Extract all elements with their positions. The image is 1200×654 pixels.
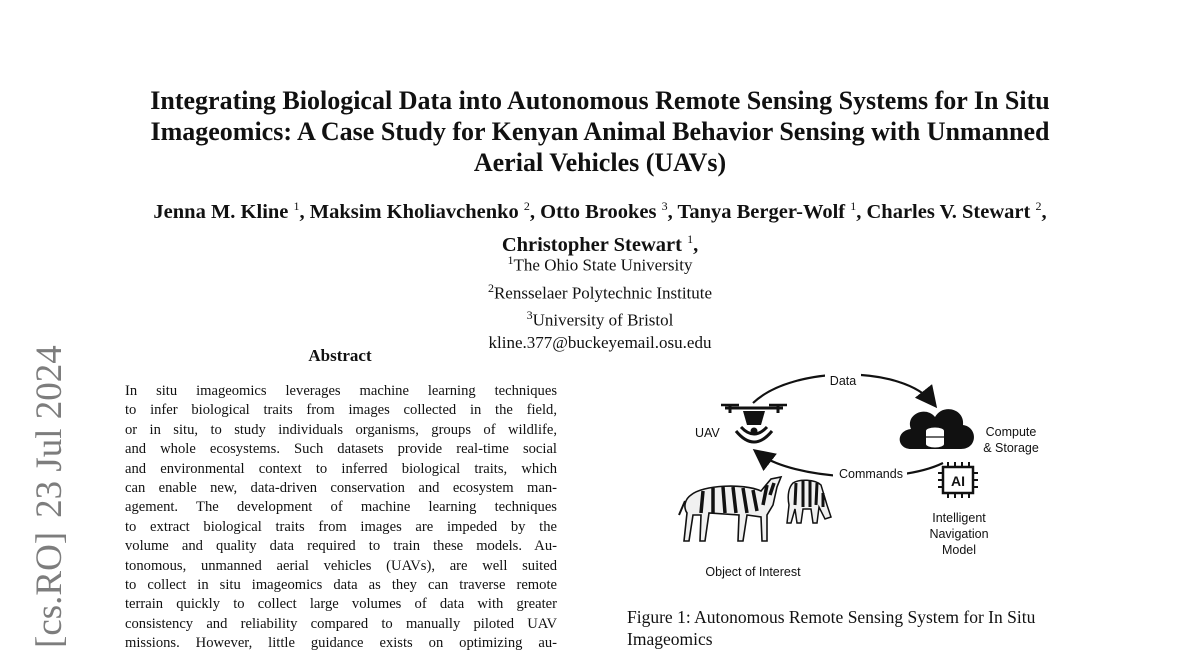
storage-label: & Storage [983, 441, 1039, 455]
title-line: Integrating Biological Data into Autonomous Remote Sensing Systems for In Situ [150, 86, 1050, 115]
compute-label: Compute [985, 425, 1037, 439]
title-line: Imageomics: A Case Study for Kenyan Animal Behavior Sensing with Unmanned [150, 117, 1050, 146]
author-name: Jenna M. Kline [153, 200, 289, 223]
affiliation-name: University of Bristol [532, 310, 674, 330]
title-line: Aerial Vehicles (UAVs) [473, 148, 727, 177]
abstract-line: to infer biological traits from images collected in the field, [125, 402, 557, 419]
abstract-line: In situ imageomics leverages machine learning techniques [125, 383, 557, 399]
abstract-line: terrain quickly to collect large volumes of data with greater [125, 596, 557, 613]
author-affiliation-mark: 1 [293, 199, 300, 213]
author-affiliation-mark: 2 [523, 199, 530, 213]
abstract-line: volume and quality data required to train these models. Au- [125, 538, 557, 555]
affiliation-number: 1 [507, 253, 514, 267]
arxiv-date: 23 Jul 2024 [29, 345, 70, 518]
author-name: Christopher Stewart [501, 233, 682, 256]
abstract-line: or in situ, to study individuals organisms, groups of wildlife, [125, 421, 557, 438]
model-label-1: Intelligent [932, 511, 986, 525]
caption-line: Imageomics [627, 629, 713, 649]
abstract-line: agement. The development of machine learning techniques [125, 499, 557, 516]
affiliation-line [300, 304, 900, 332]
affiliation-line [300, 277, 900, 305]
object-of-interest-label: Object of Interest [705, 565, 801, 579]
abstract-line: consistency and reliability compared to manually piloted UAV [125, 615, 557, 632]
author-affiliation-mark: 1 [850, 199, 857, 213]
author-list: Jenna M. Kline $^1$, Maksim Kholiavchenko $^2$, Otto Brookes $^3$, Tanya Berger-Wolf $^1$, Charles V. Stewart $^2$, Christopher Stewart $^1$, [153, 199, 1047, 256]
author-name: Charles V. Stewart [866, 200, 1031, 223]
ai-chip-icon [938, 462, 978, 498]
uav-label: UAV [695, 426, 720, 440]
zebra-icon [679, 477, 781, 541]
arxiv-stamp [28, 318, 72, 648]
figure-caption [627, 606, 1102, 650]
author-email[interactable]: kline.377@buckeyemail.osu.edu [488, 332, 712, 352]
abstract-line: to collect in situ imageomics data as they can traverse remote [125, 577, 557, 594]
model-label-2: Navigation [929, 527, 989, 541]
author-affiliation-mark: 3 [661, 199, 668, 213]
abstract-line: and whole ecosystems. Such datasets provide real-time social [125, 441, 557, 458]
author-name: Maksim Kholiavchenko [309, 200, 519, 223]
paper-title [100, 85, 1100, 178]
author-name: Tanya Berger-Wolf [677, 200, 846, 223]
caption-line: Figure 1: Autonomous Remote Sensing System for In Situ [627, 607, 1036, 627]
abstract-heading: Abstract [308, 346, 372, 365]
abstract-line: can enable new, data-driven conservation and ecosystem man- [125, 480, 557, 497]
affiliation-number: 3 [526, 308, 533, 323]
system-diagram [643, 345, 1073, 595]
affiliations [300, 249, 900, 354]
abstract-line: to extract biological traits from images are impeded by the [125, 518, 557, 535]
zebra-icon [787, 480, 831, 523]
ai-chip-label: AI [951, 473, 965, 489]
author-name: Otto Brookes [540, 200, 657, 223]
author-affiliation-mark: 2 [1035, 199, 1042, 213]
author-affiliation-mark: 1 [687, 231, 694, 246]
affiliation-name: The Ohio State University [513, 255, 693, 275]
arxiv-category: [cs.RO] [29, 531, 70, 648]
abstract-line: and environmental context to inferred biological traits, which [125, 460, 557, 477]
affiliation-name: Rensselaer Polytechnic Institute [493, 283, 713, 303]
commands-label: Commands [839, 467, 903, 481]
abstract-body [125, 382, 557, 654]
affiliation-number: 2 [487, 280, 494, 295]
figure-1 [643, 345, 1073, 595]
drone-icon [721, 405, 787, 442]
abstract-line: tonomous, unmanned aerial vehicles (UAVs), are well suited [125, 557, 557, 574]
model-label-3: Model [941, 543, 977, 557]
cloud-storage-icon [900, 409, 974, 449]
affiliation-line [300, 249, 900, 277]
data-label: Data [829, 374, 857, 388]
abstract-line: missions. However, little guidance exists on optimizing au- [125, 635, 557, 652]
